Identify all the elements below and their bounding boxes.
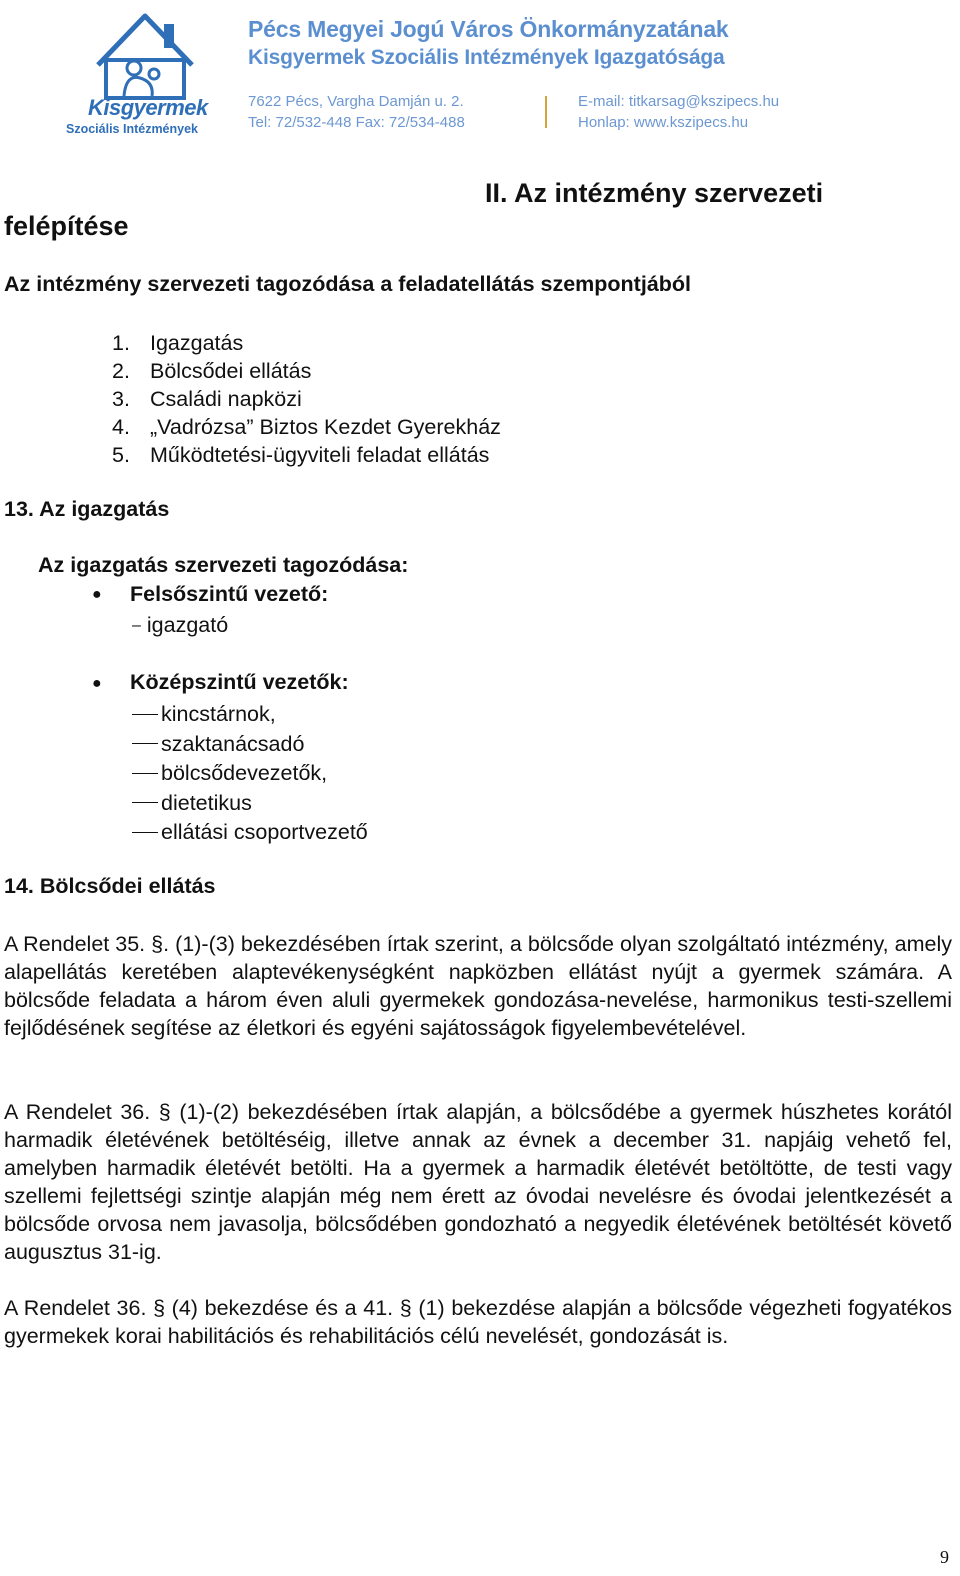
section-heading-part1: II. Az intézmény szervezeti — [485, 178, 824, 208]
dash-icon — [132, 714, 158, 715]
letterhead-divider — [545, 96, 547, 128]
top-level-label: Felsőszintű vezető: — [130, 582, 329, 606]
list-item: 3. Családi napközi — [112, 387, 302, 411]
list-item: 2. Bölcsődei ellátás — [112, 359, 312, 383]
logo-name: Kisgyermek — [88, 95, 208, 120]
bullet-icon: ● — [92, 675, 102, 692]
list-item: ellátási csoportvezető — [132, 818, 368, 848]
contact-block — [578, 91, 779, 133]
paragraph-2: A Rendelet 36. § (1)-(2) bekezdésében írtak alapján, a bölcsődébe a gyermek húszhetes korától harmadik életévének betöltéséig, illetve annak az évnek a december 31. napjáig vehető fel, amelyben harmadik életévét betölti. Ha a gyermek a harmadik életévét betöltötte, de testi vagy szellemi fejlettségi szintje alapján még nem érett az óvodai nevelésre és óvodai jelentkezését a bölcsőde orvosa nem javasolja, bölcsődében gondozható a negyedik életévének betöltését követő augusztus 31-ig. — [4, 1100, 952, 1264]
list-item: szaktanácsadó — [132, 730, 368, 760]
heading-bolcsodei-ellatas: 14. Bölcsődei ellátás — [4, 874, 216, 898]
logo-subtitle: Szociális Intézmények — [66, 122, 199, 136]
ordered-list — [112, 329, 501, 469]
dash-icon — [132, 743, 158, 744]
dash-icon — [132, 802, 158, 803]
mid-level-list — [132, 700, 368, 848]
bullet-icon: ● — [92, 586, 102, 603]
dash-icon — [132, 773, 158, 774]
address: 7622 Pécs, Vargha Damján u. 2. — [248, 93, 464, 110]
org-name-line2: Kisgyermek Szociális Intézmények Igazgatósága — [248, 46, 725, 69]
paragraph-1: A Rendelet 35. §. (1)-(3) bekezdésében írtak szerint, a bölcsőde olyan szolgáltató intézmény, amely alapellátás keretében alaptevékenységként napközben ellátást nyújt a gyermek számára. A bölcsőde feladata a három éven aluli gyermekek gondozása-nevelése, harmonikus testi-szellemi fejlődésének segítése az életkori és egyéni sajátosságok figyelembevételével. — [4, 932, 952, 1040]
org-structure-title: Az igazgatás szervezeti tagozódása: — [38, 553, 409, 577]
address-block — [248, 91, 465, 133]
mid-level-label: Középszintű vezetők: — [130, 670, 349, 694]
section-subheading: Az intézmény szervezeti tagozódása a feladatellátás szempontjából — [4, 272, 692, 296]
page-number: 9 — [940, 1547, 949, 1567]
list-item: 5. Működtetési-ügyviteli feladat ellátás — [112, 443, 490, 467]
dash-icon — [132, 832, 158, 833]
section-heading-part2: felépítése — [4, 211, 129, 241]
email: E-mail: titkarsag@kszipecs.hu — [578, 93, 780, 110]
website: Honlap: www.kszipecs.hu — [578, 114, 749, 131]
org-name-line1: Pécs Megyei Jogú Város Önkormányzatának — [248, 16, 729, 42]
list-item: 4. „Vadrózsa” Biztos Kezdet Gyerekház — [112, 415, 501, 439]
list-item: bölcsődevezetők, — [132, 759, 368, 789]
list-item: dietetikus — [132, 789, 368, 819]
top-level-item: – igazgató — [132, 613, 229, 637]
phone-fax: Tel: 72/532-448 Fax: 72/534-488 — [248, 114, 465, 131]
heading-igazgatas: 13. Az igazgatás — [4, 497, 170, 521]
list-item: kincstárnok, — [132, 700, 368, 730]
paragraph-3: A Rendelet 36. § (4) bekezdése és a 41. § (1) bekezdése alapján a bölcsőde végezheti fogyatékos gyermekek korai habilitációs és rehabilitációs célú nevelését, gondozását is. — [4, 1296, 952, 1348]
list-item: 1. Igazgatás — [112, 331, 244, 355]
